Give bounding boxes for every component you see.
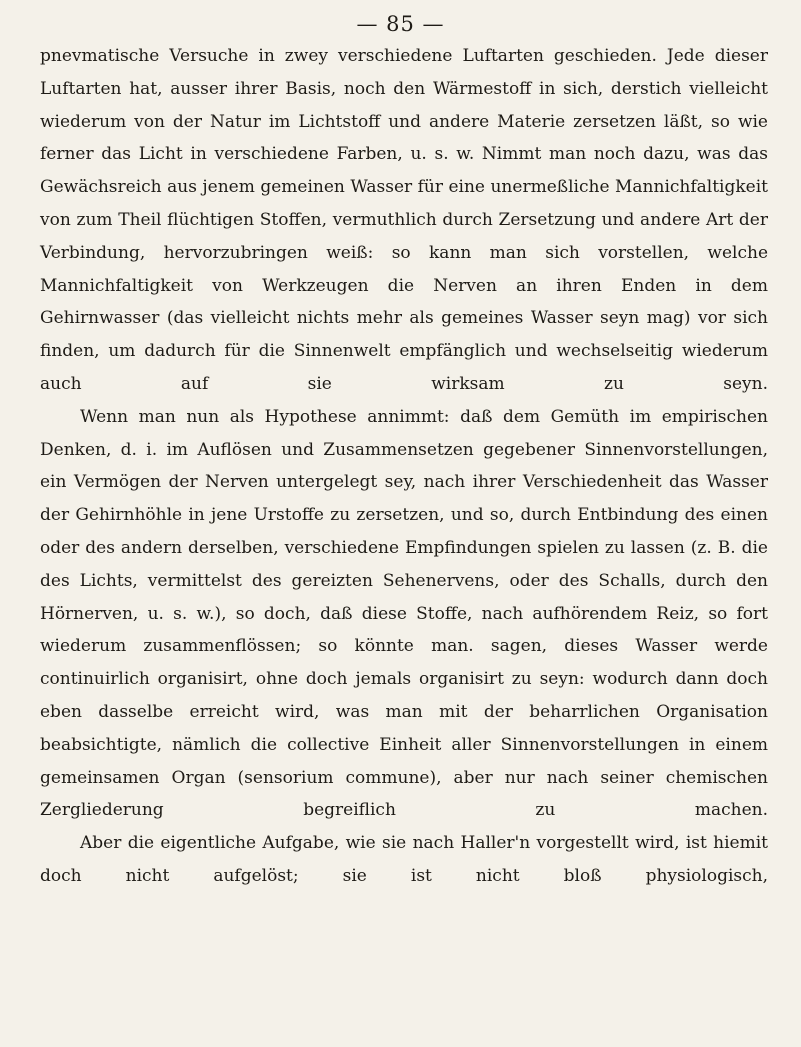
page-number: — 85 — [356, 12, 445, 36]
paragraph-2: Wenn man nun als Hypothese annimmt: daß dem Gemüth im empirischen Denken, d. i. im Auflösen und Zusammensetzen gegebener Sinnenvorstellungen, ein Vermögen der Nerven untergelegt sey, nach ihrer Verschiedenheit das Wasser der Gehirnhöhle in jene Urstoffe zu zersetzen, und so, durch Entbindung des einen oder des andern derselben, verschiedene Empfindungen spielen zu lassen (z. B. die des Lichts, vermittelst des gereizten Sehenervens, oder des Schalls, durch den Hörnerven, u. s. w.), so doch, daß diese Stoffe, nach aufhörendem Reiz, so fort wiederum zusammenflössen; so könnte man. sagen, dieses Wasser werde continuirlich organisirt, ohne doch jemals organisirt zu seyn: wodurch dann doch eben dasselbe erreicht wird, was man mit der beharrlichen Organisation beabsichtigte, nämlich die collective Einheit aller Sinnenvorstellungen in einem gemeinsamen Organ (sensorium commune), aber nur nach seiner chemischen Zergliederung begreiflich zu machen. [40, 406, 768, 821]
paragraph-3: Aber die eigentliche Aufgabe, wie sie nach Haller'n vorgestellt wird, ist hiemit doch nicht aufgelöst; sie ist nicht bloß physiologisch, [40, 833, 768, 886]
body-text [40, 40, 768, 893]
paragraph-1: pnevmatische Versuche in zwey verschiedene Luftarten geschieden. Jede dieser Luftarten hat, ausser ihrer Basis, noch den Wärmestoff in sich, derstich vielleicht wiederum von der Natur im Lichtstoff und andere Materie zersetzen läßt, so wie ferner das Licht in verschiedene Farben, u. s. w. Nimmt man noch dazu, was das Gewächsreich aus jenem gemeinen Wasser für eine unermeßliche Mannichfaltigkeit von zum Theil flüchtigen Stoffen, vermuthlich durch Zersetzung und andere Art der Verbindung, hervorzubringen weiß: so kann man sich vorstellen, welche Mannichfaltigkeit von Werkzeugen die Nerven an ihren Enden in dem Gehirnwasser (das vielleicht nichts mehr als gemeines Wasser seyn mag) vor sich finden, um dadurch für die Sinnenwelt empfänglich und wechselseitig wiederum auch auf sie wirksam zu seyn. [40, 46, 768, 394]
